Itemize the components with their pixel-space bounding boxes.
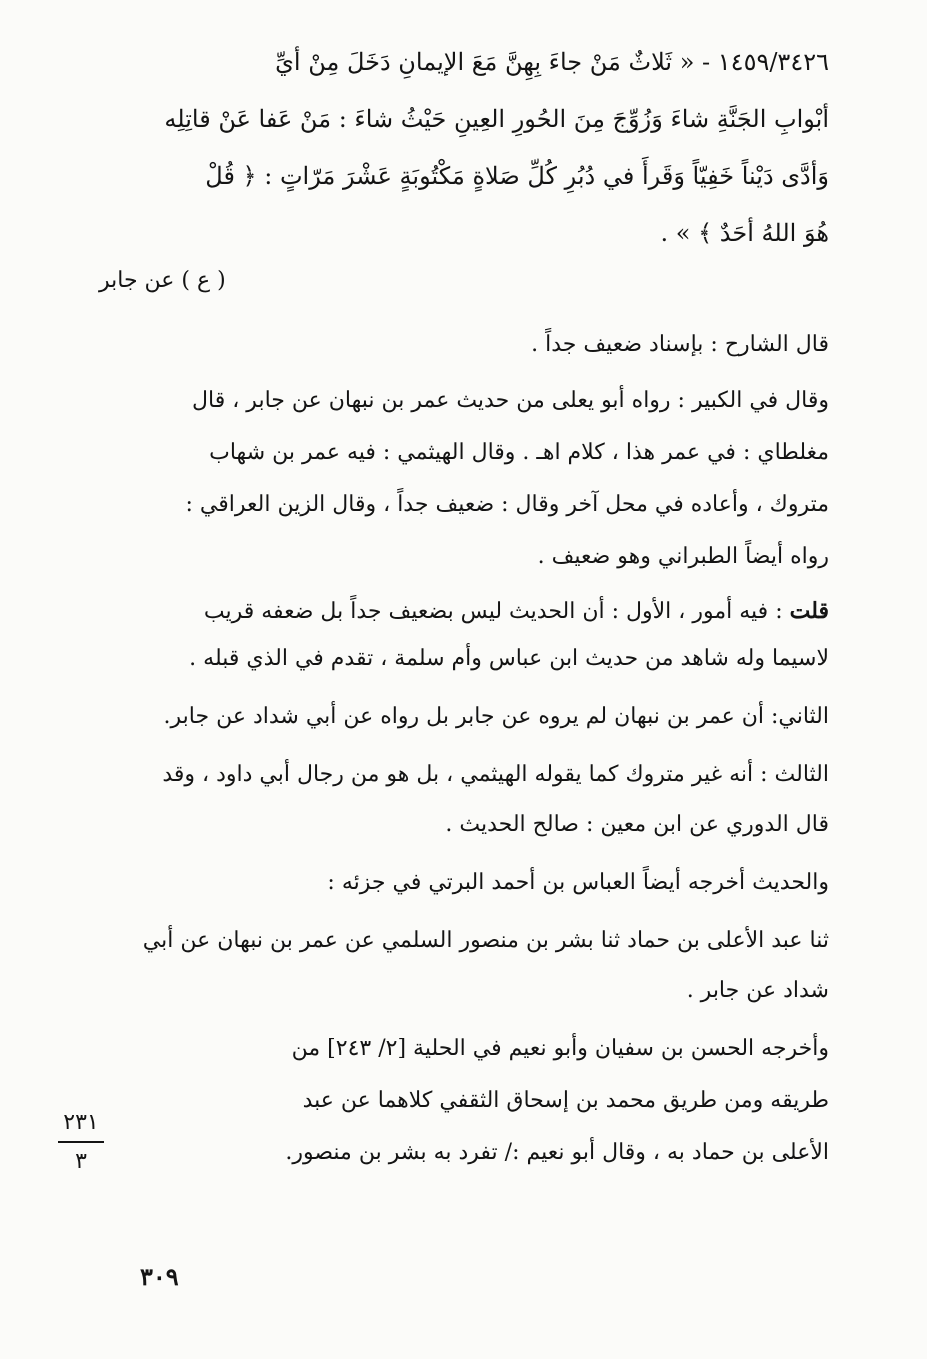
commentary-7: [99, 928, 829, 1018]
commentary-line-rest: : فيه أمور ، الأول : أن الحديث ليس بضعيف جداً بل ضعفه قريب: [203, 599, 790, 624]
hadith-text: [99, 48, 829, 278]
page-number: ٣٠٩: [140, 1262, 179, 1291]
commentary-line: شداد عن جابر .: [686, 978, 829, 1003]
commentary-6: [99, 870, 829, 900]
hadith-source: [99, 268, 829, 298]
commentary-line: قال الشارح : بإسناد ضعيف جداً .: [531, 332, 829, 357]
commentary-8: [99, 1036, 829, 1186]
commentary-line: رواه أيضاً الطبراني وهو ضعيف .: [537, 544, 829, 569]
margin-reference: [58, 1110, 104, 1174]
margin-divider: [58, 1141, 104, 1143]
commentary-line: [204, 598, 829, 624]
hadith-source-text: ( ع ) عن جابر: [99, 268, 226, 293]
hadith-line: أبْوابِ الجَنَّةِ شاءَ وَزُوِّجَ مِنَ الحُورِ العِينِ حَيْثُ شاءَ : مَنْ عَفا عَنْ قاتِلِه: [164, 105, 829, 133]
commentary-line: الثالث : أنه غير متروك كما يقوله الهيثمي ، بل هو من رجال أبي داود ، وقد: [162, 762, 829, 787]
commentary-3: [99, 598, 829, 688]
commentary-line: طريقه ومن طريق محمد بن إسحاق الثقفي كلاهما عن عبد: [302, 1088, 829, 1113]
commentary-2: [99, 388, 829, 578]
qultu-lead: قلت: [789, 598, 829, 624]
commentary-4: [99, 704, 829, 734]
margin-reference-bottom: ٣: [75, 1149, 87, 1174]
commentary-line: وقال في الكبير : رواه أبو يعلى من حديث عمر بن نبهان عن جابر ، قال: [192, 388, 829, 413]
commentary-line: قال الدوري عن ابن معين : صالح الحديث .: [445, 812, 829, 837]
margin-reference-top: ٢٣١: [63, 1110, 99, 1135]
commentary-line: الثاني: أن عمر بن نبهان لم يروه عن جابر بل رواه عن أبي شداد عن جابر.: [163, 704, 829, 729]
commentary-line: متروك ، وأعاده في محل آخر وقال : ضعيف جداً ، وقال الزين العراقي :: [185, 492, 829, 517]
commentary-5: [99, 762, 829, 852]
commentary-line: وأخرجه الحسن بن سفيان وأبو نعيم في الحلية [٢/ ٢٤٣] من: [291, 1036, 829, 1061]
commentary-line: الأعلى بن حماد به ، وقال أبو نعيم :/ تفرد به بشر بن منصور.: [285, 1140, 829, 1165]
hadith-line: هُوَ اللهُ أحَدٌ ﴾ » .: [660, 219, 829, 247]
commentary-line: مغلطاي : في عمر هذا ، كلام اهـ . وقال الهيثمي : فيه عمر بن شهاب: [209, 440, 829, 465]
commentary-line: لاسيما وله شاهد من حديث ابن عباس وأم سلمة ، تقدم في الذي قبله .: [189, 646, 829, 671]
hadith-line: وَأدَّى دَيْناً خَفِيّاً وَقَرأَ في دُبُرِ كُلِّ صَلاةٍ مَكْتُوبَةٍ عَشْرَ مَرّاتٍ : ﴿ قُلْ: [205, 162, 829, 190]
commentary-line: والحديث أخرجه أيضاً العباس بن أحمد البرتي في جزئه :: [327, 870, 829, 895]
commentary-1: [99, 332, 829, 362]
commentary-line: ثنا عبد الأعلى بن حماد ثنا بشر بن منصور السلمي عن عمر بن نبهان عن أبي: [142, 928, 829, 953]
hadith-line: ١٤٥٩/٣٤٢٦ - « ثَلاثٌ مَنْ جاءَ بِهِنَّ مَعَ الإيمانِ دَخَلَ مِنْ أيِّ: [275, 48, 829, 76]
